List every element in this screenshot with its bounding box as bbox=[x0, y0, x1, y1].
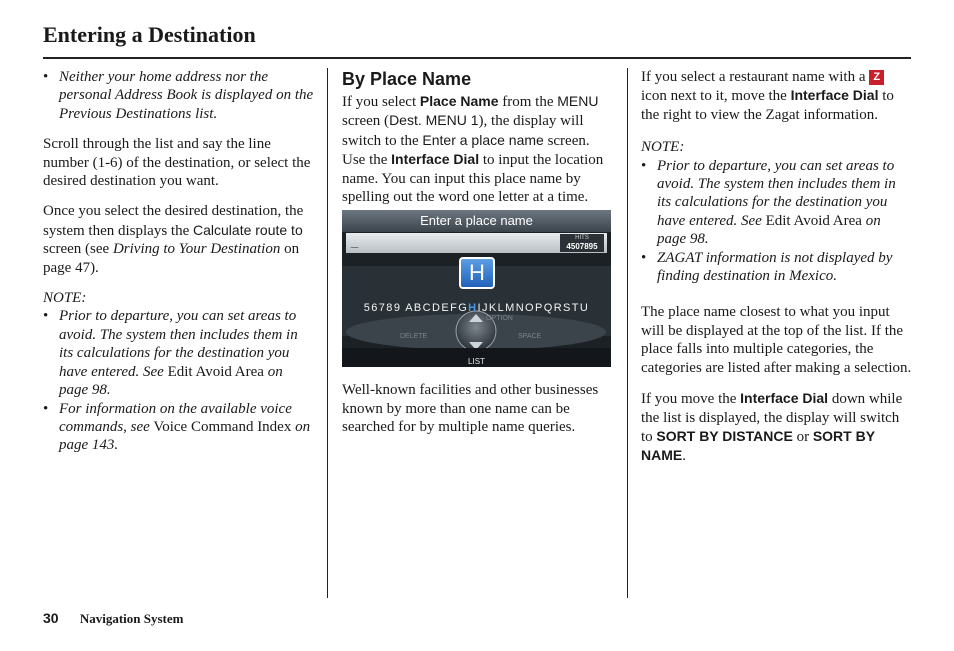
zagat-icon: Z bbox=[869, 70, 884, 85]
page-footer bbox=[43, 610, 183, 627]
note-item: • For information on the available voice commands, see Voice Command Index on page 143. bbox=[43, 400, 315, 455]
selected-letter: H bbox=[469, 260, 485, 286]
paragraph: The place name closest to what you input will be displayed at the top of the list. If the place falls into multiple categories, the categories are listed after making a selection. bbox=[641, 304, 912, 376]
section-heading: By Place Name bbox=[342, 69, 472, 89]
letters-right: IJKLMNOPQRSTU bbox=[477, 302, 590, 315]
column-divider-2 bbox=[627, 68, 628, 598]
note-label: NOTE: bbox=[43, 290, 87, 307]
note-item: • ZAGAT information is not displayed by finding destination in Mexico. bbox=[641, 249, 913, 286]
note-label: NOTE: bbox=[641, 139, 685, 156]
paragraph: Once you select the desired destination, the system then displays the Calculate route to screen (see Driving to Your Destination on page 47). bbox=[43, 203, 304, 276]
option-label: OPTION bbox=[486, 315, 513, 323]
screen-header-text: Enter a place name bbox=[420, 213, 533, 229]
footer-section: Navigation System bbox=[79, 611, 184, 626]
title-rule bbox=[43, 57, 911, 59]
paragraph: Well-known facilities and other businesses known by more than one name can be searched for by multiple name queries. bbox=[342, 382, 599, 436]
navigation-screen-image bbox=[342, 210, 611, 367]
bullet-item: • Neither your home address nor the personal Address Book is displayed on the Previous Destinations list. bbox=[43, 68, 315, 123]
column-divider-1 bbox=[327, 68, 328, 598]
list-label: LIST bbox=[468, 357, 485, 367]
page-title: Entering a Destination bbox=[43, 22, 256, 47]
column-3 bbox=[641, 68, 913, 478]
column-2 bbox=[342, 68, 614, 449]
paragraph: If you select Place Name from the MENU screen (Dest. MENU 1), the display will switch to the Enter a place name screen. Use the Interface Dial to input the location name. You can input this place name by spelling out the word one letter at a time. bbox=[342, 93, 604, 206]
paragraph: If you move the Interface Dial down while the list is displayed, the display will switch to SORT BY DISTANCE or SORT BY NAME. bbox=[641, 390, 903, 465]
note-list bbox=[43, 307, 315, 454]
note-item: • Prior to departure, you can set areas to avoid. The system then includes them in its calculations for the destination you have entered. See Edit Avoid Area on page 98. bbox=[641, 157, 913, 249]
paragraph: Scroll through the list and say the line number (1-6) of the destination, or select the desired destination you want. bbox=[43, 136, 311, 190]
letter-row bbox=[342, 299, 611, 317]
hits-label: HITS bbox=[575, 235, 589, 242]
note-item: • Prior to departure, you can set areas to avoid. The system then includes them in its calculations for the destination you have entered. See Edit Avoid Area on page 98. bbox=[43, 307, 315, 399]
delete-label: DELETE bbox=[400, 333, 428, 341]
note-list bbox=[641, 157, 913, 286]
hits-value: 4507895 bbox=[566, 242, 598, 252]
page-number: 30 bbox=[43, 610, 59, 626]
letter-highlight: H bbox=[468, 302, 478, 315]
paragraph: If you select a restaurant name with a Z icon next to it, move the Interface Dial to the right to view the Zagat information. bbox=[641, 69, 894, 123]
screen-input-value: _ bbox=[351, 234, 359, 250]
letters-left: 56789 ABCDEFG bbox=[363, 302, 469, 315]
column-1 bbox=[43, 68, 315, 467]
intro-bullets bbox=[43, 68, 315, 123]
space-label: SPACE bbox=[518, 333, 542, 341]
